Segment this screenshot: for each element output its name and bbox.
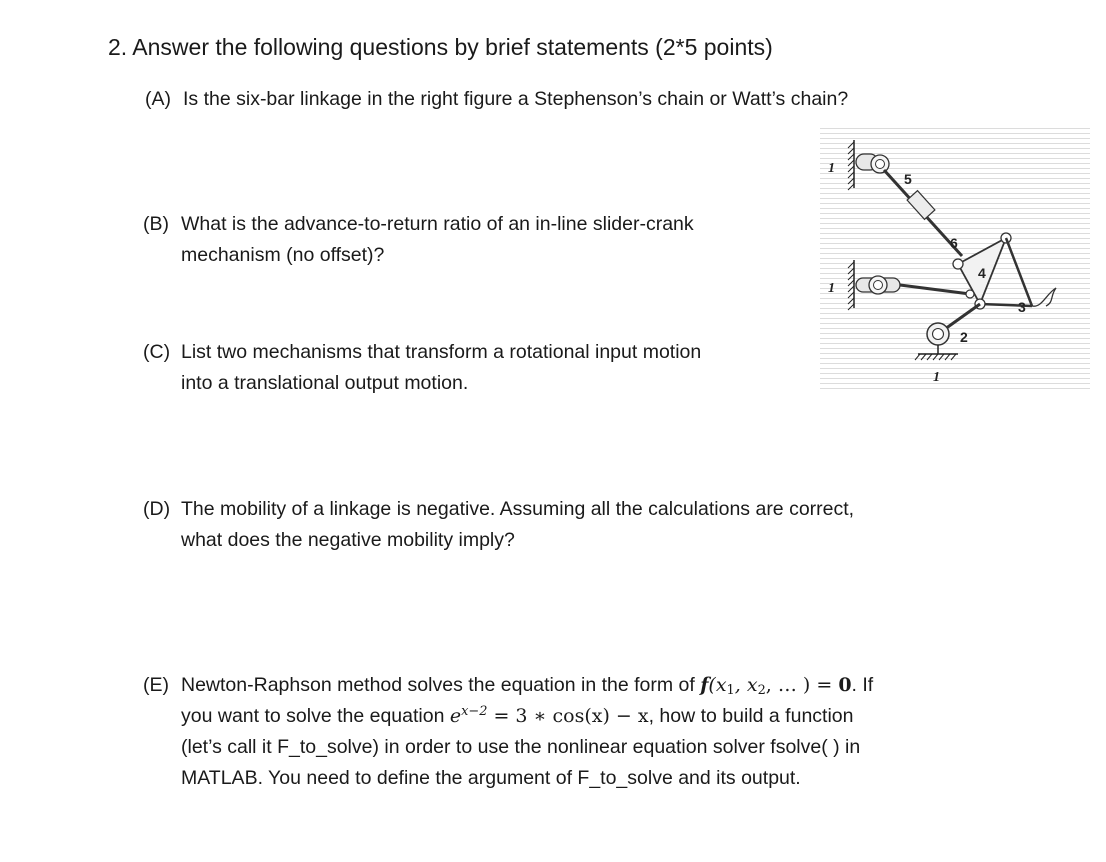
label-ground-top: 1 [828, 161, 835, 176]
question-d-text-line2: what does the negative mobility imply? [181, 529, 515, 551]
question-c-text-line1: List two mechanisms that transform a rotational input motion [181, 341, 702, 363]
equation-math: $e^{x-2} = 3$ ∗ cos(x) − x [449, 703, 649, 727]
six-bar-linkage-figure [820, 128, 1090, 392]
question-heading: 2. Answer the following questions by brief statements (2*5 points) [108, 34, 773, 60]
question-e-line4: MATLAB. You need to define the argument of F_to_solve and its output. [181, 767, 801, 789]
label-ground-middle: 1 [828, 281, 835, 296]
question-b-text-line1: What is the advance-to-return ratio of an in-line slider-crank [181, 213, 694, 235]
question-b-label: (B) [143, 213, 169, 235]
question-d-label: (D) [143, 498, 171, 520]
question-c-label: (C) [143, 341, 171, 363]
question-e-line1-pre: Newton-Raphson method solves the equation in the form of [181, 674, 701, 696]
label-ground-bottom: 1 [933, 370, 940, 385]
question-d-text-line1: The mobility of a linkage is negative. Assuming all the calculations are correct, [181, 498, 855, 520]
question-b [143, 209, 694, 271]
question-e-line1-post: . If [851, 674, 874, 696]
question-e-line2: you want to solve the equation $e^{x-2} = 3$ ∗ cos(x) − x, how to build a function [181, 703, 854, 727]
function-form-math: $f(x_1$, $x_2$, … ) = 0 [700, 674, 852, 699]
question-b-text-line2: mechanism (no offset)? [181, 244, 385, 266]
question-e [143, 670, 873, 794]
question-e-line3: (let’s call it F_to_solve) in order to use the nonlinear equation solver fsolve( ) in [181, 736, 861, 758]
link6-pivot-ground [856, 276, 900, 294]
question-e-label: (E) [143, 674, 169, 696]
label-link5: 5 [904, 171, 912, 187]
question-a [145, 84, 848, 115]
label-link2: 2 [960, 329, 968, 345]
question-a-text: Is the six-bar linkage in the right figure a Stephenson’s chain or Watt’s chain? [183, 88, 849, 110]
question-a-label: (A) [145, 88, 171, 110]
question-c-text-line2: into a translational output motion. [181, 372, 469, 394]
label-link4: 4 [978, 265, 986, 281]
question-c [143, 337, 701, 399]
label-link3: 3 [1018, 299, 1026, 315]
question-d [143, 494, 854, 556]
label-link6: 6 [950, 235, 958, 251]
